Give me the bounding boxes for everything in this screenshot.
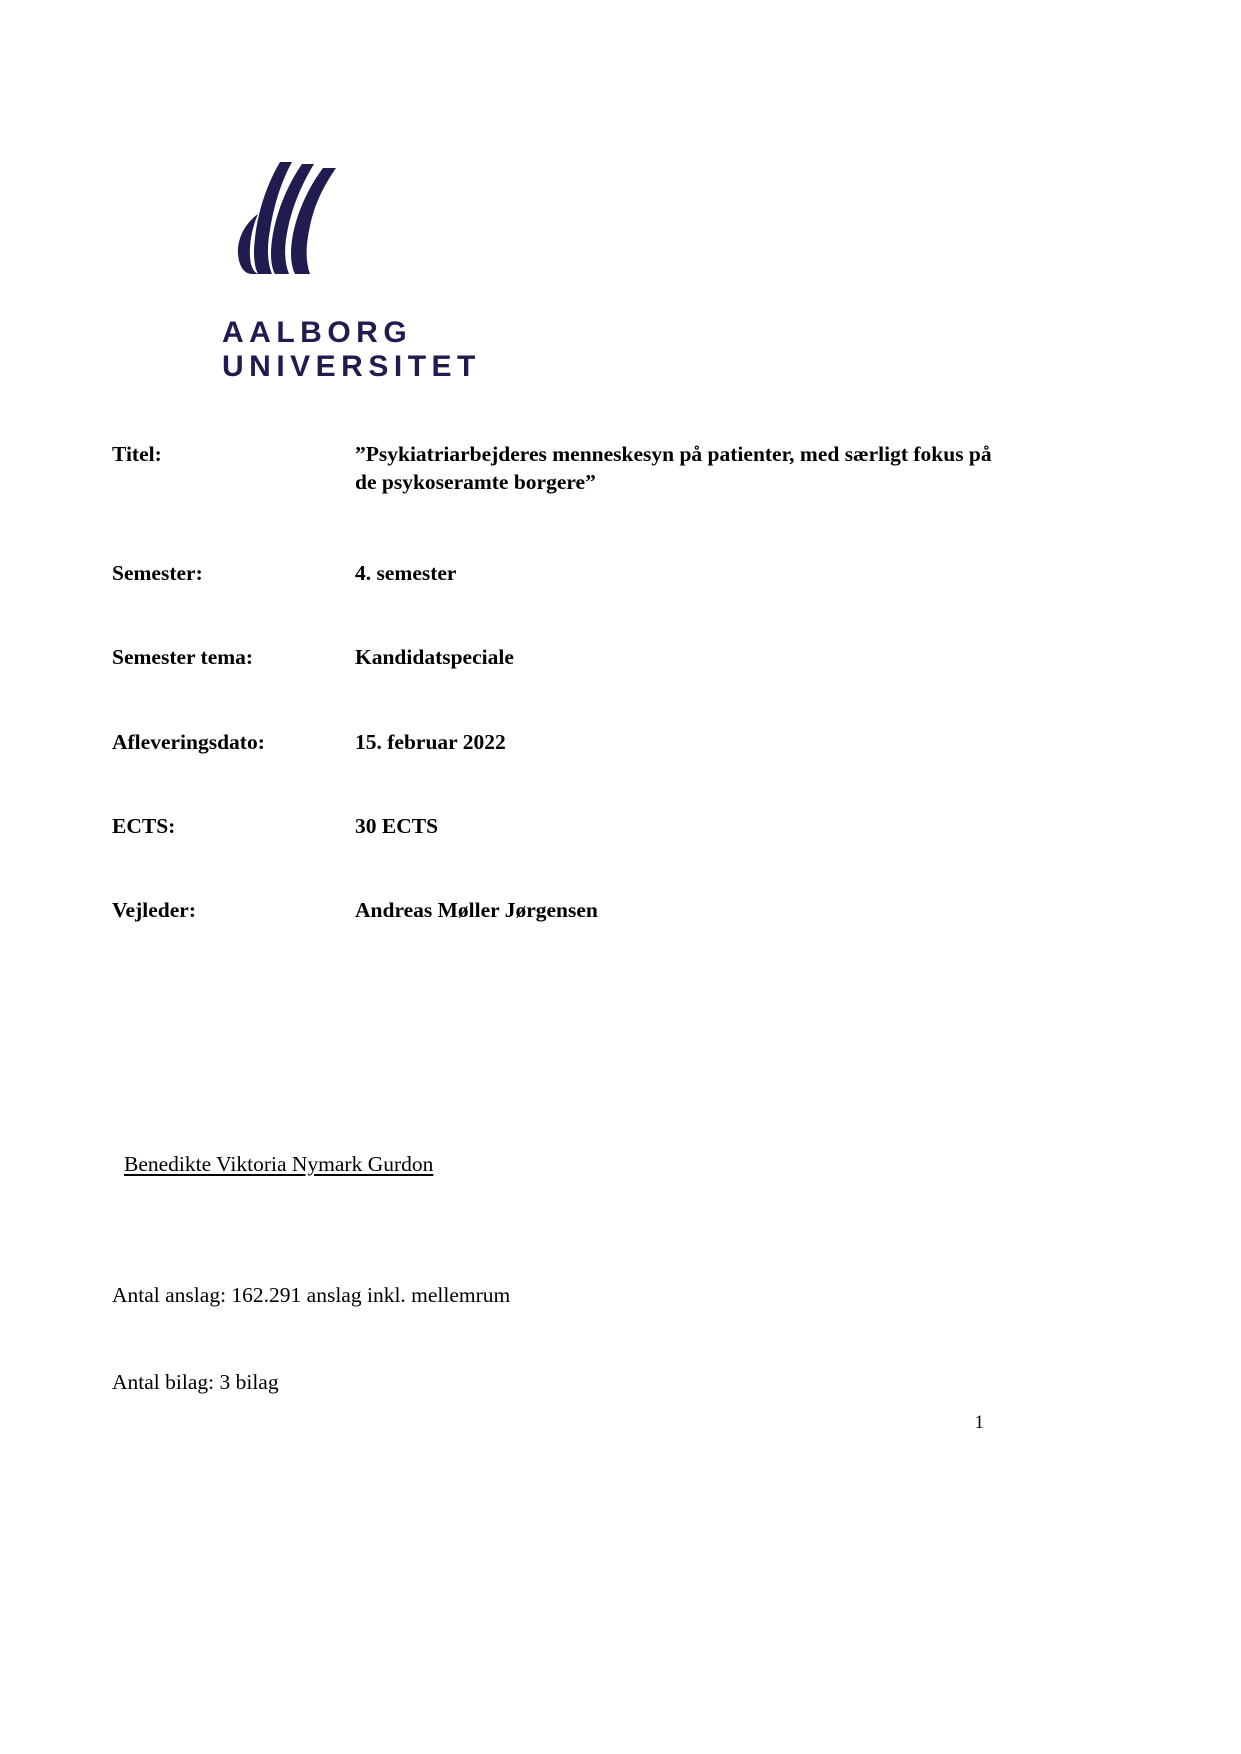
meta-value-semester: 4. semester <box>355 560 457 585</box>
meta-label-semester: Semester: <box>112 560 203 585</box>
appendix-count: Antal bilag: 3 bilag <box>112 1370 279 1394</box>
aalborg-university-logo-mark <box>222 160 350 280</box>
meta-row-semester-theme <box>112 643 1112 671</box>
meta-label-supervisor: Vejleder: <box>112 898 196 923</box>
university-logo <box>222 160 622 384</box>
meta-label-semester-theme: Semester tema: <box>112 645 254 670</box>
meta-row-supervisor <box>112 896 1112 924</box>
thesis-metadata <box>112 440 1112 981</box>
meta-value-semester-theme: Kandidatspeciale <box>355 645 514 670</box>
meta-row-ects <box>112 812 1112 840</box>
meta-label-ects: ECTS: <box>112 813 176 838</box>
meta-row-title <box>112 440 1112 497</box>
meta-value-submission-date: 15. februar 2022 <box>355 729 506 754</box>
meta-row-submission-date <box>112 728 1112 756</box>
author-name: Benedikte Viktoria Nymark Gurdon <box>124 1152 434 1176</box>
page-number: 1 <box>974 1412 984 1433</box>
character-count: Antal anslag: 162.291 anslag inkl. mellemrum <box>112 1283 511 1307</box>
meta-value-ects: 30 ECTS <box>355 813 439 838</box>
meta-row-semester <box>112 559 1112 587</box>
university-wordmark: AALBORG UNIVERSITET <box>222 316 481 383</box>
page-content <box>112 0 1112 1754</box>
meta-label-title: Titel: <box>112 442 162 466</box>
meta-value-supervisor: Andreas Møller Jørgensen <box>355 898 598 923</box>
meta-value-title: ”Psykiatriarbejderes menneskesyn på patienter, med særligt fokus på de psykoseramte borgere” <box>355 442 992 495</box>
meta-label-submission-date: Afleveringsdato: <box>112 729 265 754</box>
